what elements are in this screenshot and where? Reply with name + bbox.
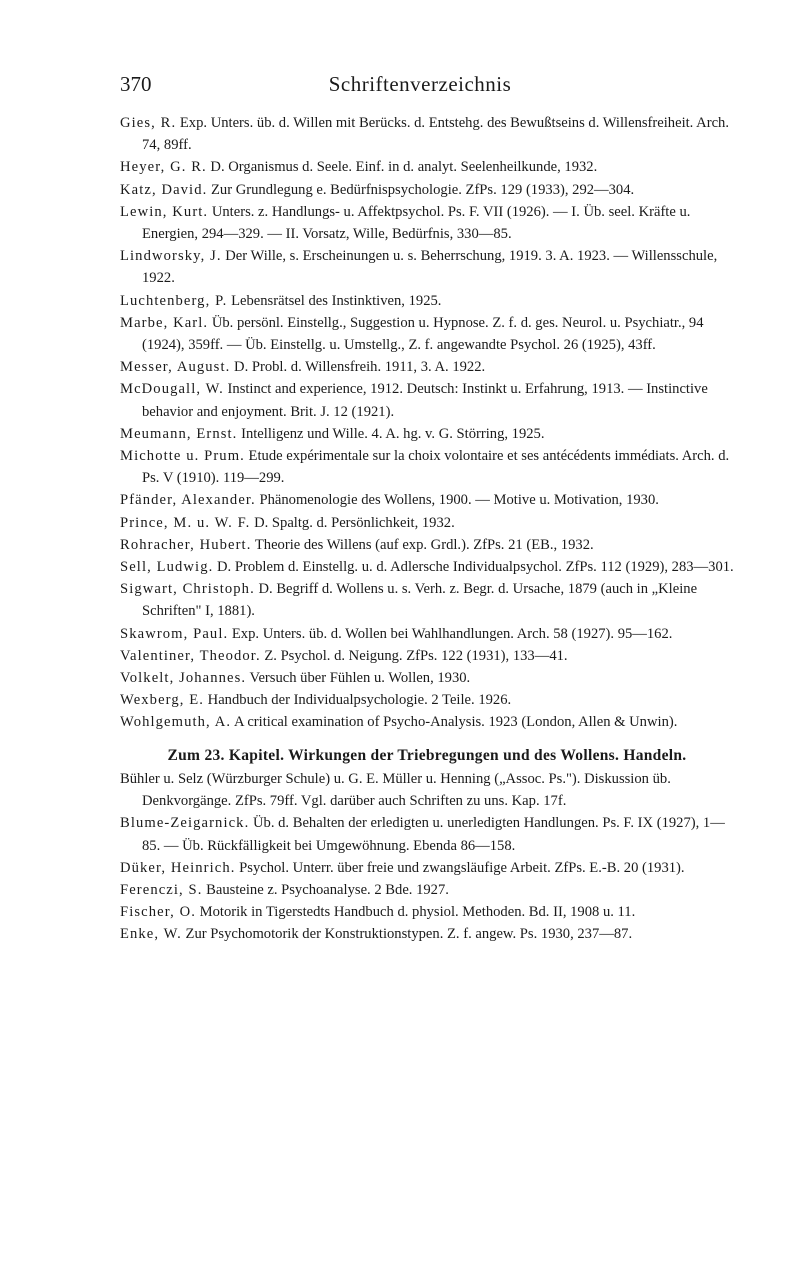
entry-text: Exp. Unters. üb. d. Wollen bei Wahlhandlungen. Arch. 58 (1927). 95—162.: [228, 625, 673, 642]
bibliography-entry: [120, 578, 734, 622]
entry-author: Michotte u. Prum.: [120, 448, 245, 465]
bibliography-entry: [120, 689, 734, 711]
entry-text: Psychol. Unterr. über freie und zwangsläufige Arbeit. ZfPs. E.-B. 20 (1931).: [235, 859, 685, 876]
entry-author: Skawrom, Paul.: [120, 625, 229, 642]
entry-text: Unters. z. Handlungs- u. Affektpsychol. Ps. F. VII (1926). — I. Üb. seel. Kräfte u. Energien, 294—329. — II. Vorsatz, Wille, Bedürfnis, 330—85.: [142, 203, 691, 243]
section-intro: Bühler u. Selz (Würzburger Schule) u. G. E. Müller u. Henning („Assoc. Ps."). Diskussion üb. Denkvorgänge. ZfPs. 79ff. Vgl. darüber auch Schriften zu uns. Kap. 17f.: [120, 770, 671, 810]
entry-author: Katz, David.: [120, 181, 208, 198]
bibliography-entry: [120, 923, 734, 945]
entry-author: Enke, W.: [120, 926, 182, 943]
entry-text: Bausteine z. Psychoanalyse. 2 Bde. 1927.: [202, 881, 449, 898]
entry-author: Rohracher, Hubert.: [120, 536, 252, 553]
entry-author: Marbe, Karl.: [120, 314, 209, 331]
page-number: 370: [120, 72, 152, 96]
bibliography-entry: [120, 423, 734, 445]
entry-text: Instinct and experience, 1912. Deutsch: Instinkt u. Erfahrung, 1913. — Instinctive behavior and enjoyment. Brit. J. 12 (1921).: [142, 381, 708, 420]
bibliography-entry: [120, 179, 734, 201]
bibliography-entry: [120, 667, 734, 689]
bibliography-entry: [120, 711, 734, 733]
bibliography-entry: [120, 645, 734, 667]
bibliography-entry: [120, 512, 734, 534]
entry-author: Düker, Heinrich.: [120, 859, 236, 876]
bibliography-list: [120, 812, 734, 945]
entry-text: D. Problem d. Einstellg. u. d. Adlersche Individualpsychol. ZfPs. 112 (1929), 283—301.: [213, 559, 734, 576]
bibliography-entry: [120, 378, 734, 422]
entry-author: Wexberg, E.: [120, 692, 205, 709]
entry-author: Prince, M. u. W. F.: [120, 514, 251, 531]
entry-author: Volkelt, Johannes.: [120, 670, 247, 687]
entry-text: Üb. persönl. Einstellg., Suggestion u. Hypnose. Z. f. d. ges. Neurol. u. Psychiatr., 94 (1924), 359ff. — Üb. Einstellg. u. Umstellg., Z. f. angewandte Psychol. 26 (1925), 43ff.: [142, 314, 704, 354]
entry-text: Intelligenz und Wille. 4. A. hg. v. G. Störring, 1925.: [237, 425, 545, 442]
entry-author: Fischer, O.: [120, 904, 196, 921]
entry-author: Meumann, Ernst.: [120, 425, 238, 442]
entry-text: Motorik in Tigerstedts Handbuch d. physiol. Methoden. Bd. II, 1908 u. 11.: [195, 904, 636, 921]
bibliography-entry: [120, 879, 734, 901]
entry-author: Heyer, G. R.: [120, 159, 207, 176]
entry-text: Üb. d. Behalten der erledigten u. unerledigten Handlungen. Ps. F. IX (1927), 1—85. — Üb. Rückfälligkeit bei Umgewöhnung. Ebenda 86—158.: [142, 815, 725, 854]
entry-text: Der Wille, s. Erscheinungen u. s. Beherrschung, 1919. 3. A. 1923. — Willensschule, 1922.: [142, 248, 718, 287]
entry-author: Valentiner, Theodor.: [120, 647, 261, 664]
entry-author: Sigwart, Christoph.: [120, 581, 255, 598]
bibliography-entry: [120, 156, 734, 178]
entry-author: Blume-Zeigarnick.: [120, 815, 250, 832]
bibliography: [120, 112, 734, 946]
entry-text: Phänomenologie des Wollens, 1900. — Motive u. Motivation, 1930.: [255, 492, 659, 509]
entry-text: D. Begriff d. Wollens u. s. Verh. z. Begr. d. Ursache, 1879 (auch in „Kleine Schriften" I, 1881).: [142, 581, 698, 620]
entry-text: Zur Grundlegung e. Bedürfnispsychologie. ZfPs. 129 (1933), 292—304.: [207, 181, 635, 198]
bibliography-entry: [120, 556, 734, 578]
entry-author: Wohlgemuth, A.: [120, 714, 232, 731]
entry-text: Zur Psychomotorik der Konstruktionstypen. Z. f. angew. Ps. 1930, 237—87.: [181, 926, 633, 943]
entry-author: Lewin, Kurt.: [120, 203, 209, 220]
entry-text: Etude expérimentale sur la choix volontaire et ses antécédents immédiats. Arch. d. Ps. V (1910). 119—299.: [142, 448, 730, 487]
entry-text: Z. Psychol. d. Neigung. ZfPs. 122 (1931), 133—41.: [260, 647, 568, 664]
entry-author: Messer, August.: [120, 359, 231, 376]
entry-text: A critical examination of Psycho-Analysis. 1923 (London, Allen & Unwin).: [231, 714, 678, 731]
entry-text: D. Organismus d. Seele. Einf. in d. analyt. Seelenheilkunde, 1932.: [206, 159, 598, 176]
bibliography-entry: [120, 534, 734, 556]
bibliography-entry: [120, 623, 734, 645]
entry-text: Theorie des Willens (auf exp. Grdl.). ZfPs. 21 (EB., 1932.: [251, 536, 594, 553]
bibliography-list: [120, 112, 734, 734]
entry-author: McDougall, W.: [120, 381, 224, 398]
bibliography-entry: [120, 290, 734, 312]
entry-author: Ferenczi, S.: [120, 881, 203, 898]
page-header: [120, 72, 720, 102]
entry-author: Sell, Ludwig.: [120, 559, 214, 576]
entry-text: Handbuch der Individualpsychologie. 2 Teile. 1926.: [204, 692, 512, 709]
entry-text: D. Probl. d. Willensfreih. 1911, 3. A. 1922.: [230, 359, 486, 376]
bibliography-entry: [120, 356, 734, 378]
entry-author: Pfänder, Alexander.: [120, 492, 256, 509]
bibliography-entry: [120, 112, 734, 156]
running-head: Schriftenverzeichnis: [328, 72, 512, 96]
entry-text: Versuch über Fühlen u. Wollen, 1930.: [246, 670, 471, 687]
entry-text: Exp. Unters. üb. d. Willen mit Berücks. d. Entstehg. des Bewußtseins d. Willensfreiheit. Arch. 74, 89ff.: [142, 115, 730, 154]
entry-author: Gies, R.: [120, 115, 177, 131]
bibliography-entry: [120, 445, 734, 489]
bibliography-entry: [120, 245, 734, 289]
bibliography-entry: [120, 857, 734, 879]
entry-text: Lebensrätsel des Instinktiven, 1925.: [227, 292, 442, 309]
bibliography-entry: [120, 812, 734, 856]
bibliography-entry: [120, 201, 734, 245]
entry-author: Lindworsky, J.: [120, 248, 222, 265]
entry-author: Luchtenberg, P.: [120, 292, 228, 309]
bibliography-entry: [120, 312, 734, 356]
section-heading: Zum 23. Kapitel. Wirkungen der Triebregungen und des Wollens. Handeln.: [167, 746, 687, 764]
bibliography-entry: [120, 901, 734, 923]
bibliography-entry: [120, 489, 734, 511]
entry-text: D. Spaltg. d. Persönlichkeit, 1932.: [250, 514, 455, 531]
